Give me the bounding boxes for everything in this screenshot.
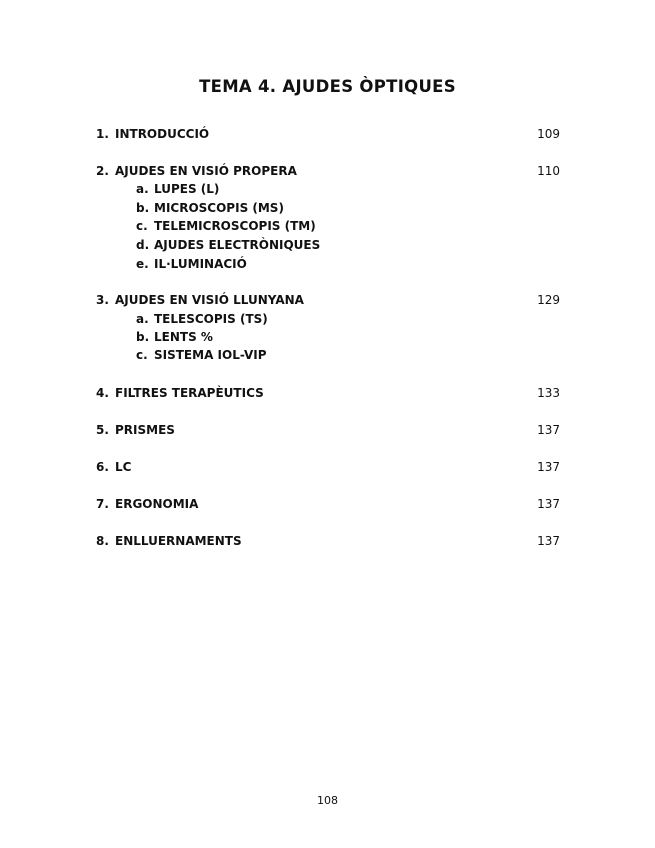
page-number: 108 <box>317 794 338 807</box>
toc-entry-label: INTRODUCCIÓ <box>115 127 210 141</box>
toc-entry-page: 137 <box>537 460 560 474</box>
toc-subentry-label: MICROSCOPIS (MS) <box>154 201 284 215</box>
toc-entry-page: 137 <box>537 534 560 548</box>
toc-subentry-label: LENTS % <box>154 330 213 344</box>
toc-entry-label: PRISMES <box>115 423 175 437</box>
toc-subentry-label: TELEMICROSCOPIS (TM) <box>154 219 316 233</box>
toc-subentry-letter: a. <box>136 182 149 196</box>
toc-entry-label: AJUDES EN VISIÓ LLUNYANA <box>115 293 304 307</box>
toc-subentry-letter: c. <box>136 219 148 233</box>
toc-entry-label: LC <box>115 460 132 474</box>
toc-entry-number: 1. <box>96 127 109 141</box>
toc-subentry-letter: d. <box>136 238 150 252</box>
toc-subentry-label: TELESCOPIS (TS) <box>154 312 268 326</box>
toc-subentry-label: AJUDES ELECTRÒNIQUES <box>154 238 321 252</box>
toc-entry-page: 137 <box>537 497 560 511</box>
toc-subentry-letter: b. <box>136 330 150 344</box>
toc-entry-number: 7. <box>96 497 109 511</box>
toc-entry-label: ENLLUERNAMENTS <box>115 534 242 548</box>
toc-subentry-label: LUPES (L) <box>154 182 220 196</box>
toc-entry-page: 133 <box>537 386 560 400</box>
toc-entry-label: FILTRES TERAPÈUTICS <box>115 386 264 400</box>
toc-entry-number: 2. <box>96 164 109 178</box>
toc-subentry-label: SISTEMA IOL-VIP <box>154 348 267 362</box>
toc-subentry-letter: c. <box>136 348 148 362</box>
toc-subentry-letter: b. <box>136 201 150 215</box>
toc-entry-number: 3. <box>96 293 109 307</box>
toc-subentry-label: IL·LUMINACIÓ <box>154 257 247 271</box>
toc-subentry-letter: a. <box>136 312 149 326</box>
toc-entry-page: 129 <box>537 293 560 307</box>
document-title: TEMA 4. AJUDES ÒPTIQUES <box>199 77 456 96</box>
toc-entry-label: ERGONOMIA <box>115 497 199 511</box>
toc-subentry-letter: e. <box>136 257 149 271</box>
toc-entry-page: 109 <box>537 127 560 141</box>
toc-entry-number: 5. <box>96 423 109 437</box>
toc-entry-page: 137 <box>537 423 560 437</box>
toc-entry-page: 110 <box>537 164 560 178</box>
toc-entry-number: 8. <box>96 534 109 548</box>
toc-entry-label: AJUDES EN VISIÓ PROPERA <box>115 164 297 178</box>
toc-entry-number: 6. <box>96 460 109 474</box>
toc-entry-number: 4. <box>96 386 109 400</box>
